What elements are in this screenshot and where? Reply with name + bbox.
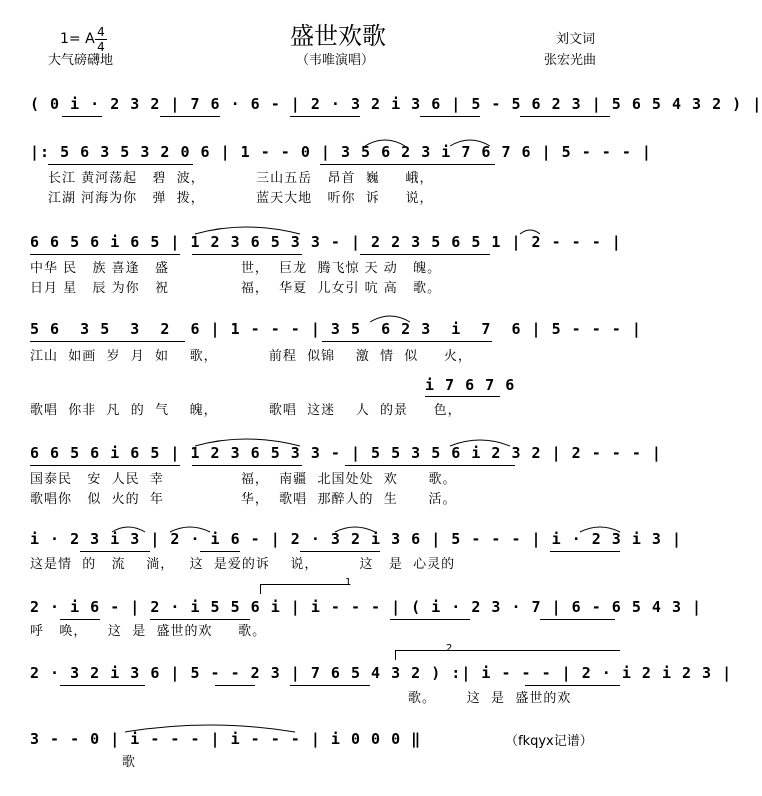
lyrics-line-8: 歌。 这 是 盛世的欢 xyxy=(408,691,572,706)
alt-notes-line-4: i 7 6 7 6 xyxy=(425,376,516,394)
lyrics-line-2-verse-2: 江湖 河海为你 弹 拨， 蓝天大地 听你 诉 说， xyxy=(48,191,434,206)
tempo-marking: 大气磅礴地 xyxy=(48,53,114,68)
composer-credit: 张宏光曲 xyxy=(544,53,597,68)
score-line-2: |: 5 6 3 5 3 2 0 6 | 1 - - 0 | 3 5 6 2 3 i 7 6 7 6 | 5 - - - | xyxy=(30,143,652,161)
song-title: 盛世欢歌 xyxy=(290,22,386,50)
transcriber-credit: （fkqyx记谱） xyxy=(505,734,593,749)
score-line-5: 6 6 5 6 i 6 5 | 1 2 3 6 5 3 3 - | 5 5 3 5 6 i 2 3 2 | 2 - - - | xyxy=(30,444,662,462)
slur-marks-line-3 xyxy=(0,220,650,240)
slur-marks-line-4 xyxy=(0,308,650,328)
time-signature-bottom: 4 xyxy=(97,40,105,54)
score-line-7: 2 · i 6 - | 2 · i 5 5 6 i | i - - - | ( i · 2 3 · 7 | 6 - 6 5 4 3 | xyxy=(30,598,703,616)
score-line-4: 5 6 3 5 3 2 6 | 1 - - - | 3 5 6 2 3 i 7 6 | 5 - - - | xyxy=(30,320,642,338)
lyrics-line-7: 呼 唤， 这 是 盛世的欢 歌。 xyxy=(30,624,267,639)
lyrics-line-5-verse-2: 歌唱你 似 火的 年 华， 歌唱 那醉人的 生 活。 xyxy=(30,492,457,507)
lyrics-line-3-verse-2: 日月 星 辰 为你 祝 福， 华夏 儿女引 吭 高 歌。 xyxy=(30,281,442,296)
lyrics-line-6: 这是情 的 流 淌， 这 是爱的诉 说， 这 是 心灵的 xyxy=(30,557,456,572)
score-line-8: 2 · 3 2 i 3 6 | 5 - - 2 3 | 7 6 5 4 3 2 ) :| i - - - | 2 · i 2 i 2 3 | xyxy=(30,664,733,682)
lyricist-credit: 刘文词 xyxy=(556,32,596,47)
slur-marks-line-2 xyxy=(0,132,650,152)
score-line-9: 3 - - 0 | i - - - | i - - - | i 0 0 0 ‖ xyxy=(30,730,422,748)
singer-credit: （韦唯演唱） xyxy=(296,53,375,68)
lyrics-line-3-verse-1: 中华 民 族 喜逢 盛 世， 巨龙 腾飞惊 天 动 魄。 xyxy=(30,261,442,276)
time-signature xyxy=(95,26,107,53)
lyrics-line-4-verse-1: 江山 如画 岁 月 如 歌， 前程 似锦 激 情 似 火， xyxy=(30,349,472,364)
lyrics-line-2-verse-1: 长江 黄河荡起 碧 波， 三山五岳 昂首 巍 峨， xyxy=(48,171,434,186)
slur-marks-line-5 xyxy=(0,432,650,452)
lyrics-line-9: 歌 xyxy=(122,755,137,770)
time-signature-top: 4 xyxy=(97,25,105,39)
score-line-3: 6 6 5 6 i 6 5 | 1 2 3 6 5 3 3 - | 2 2 3 5 6 5 1 | 2 - - - | xyxy=(30,233,622,251)
score-line-1: ( 0 i · 2 3 2 | 7 6 · 6 - | 2 · 3 2 i 3 6 | 5 - 5 6 2 3 | 5 6 5 4 3 2 ) | xyxy=(30,95,762,113)
volta-1-label: 1 xyxy=(345,577,352,588)
key-signature: 1= A xyxy=(60,31,95,47)
lyrics-line-5-verse-1: 国泰民 安 人民 幸 福， 南疆 北国处处 欢 歌。 xyxy=(30,472,457,487)
volta-2-label: 2 xyxy=(446,643,453,654)
lyrics-line-4-verse-2: 歌唱 你非 凡 的 气 魄， 歌唱 这迷 人 的景 色， xyxy=(30,403,462,418)
slur-marks-line-6 xyxy=(0,518,650,538)
score-line-6: i · 2 3 i 3 | 2 · i 6 - | 2 · 3 2 i 3 6 | 5 - - - | i · 2 3 i 3 | xyxy=(30,530,682,548)
